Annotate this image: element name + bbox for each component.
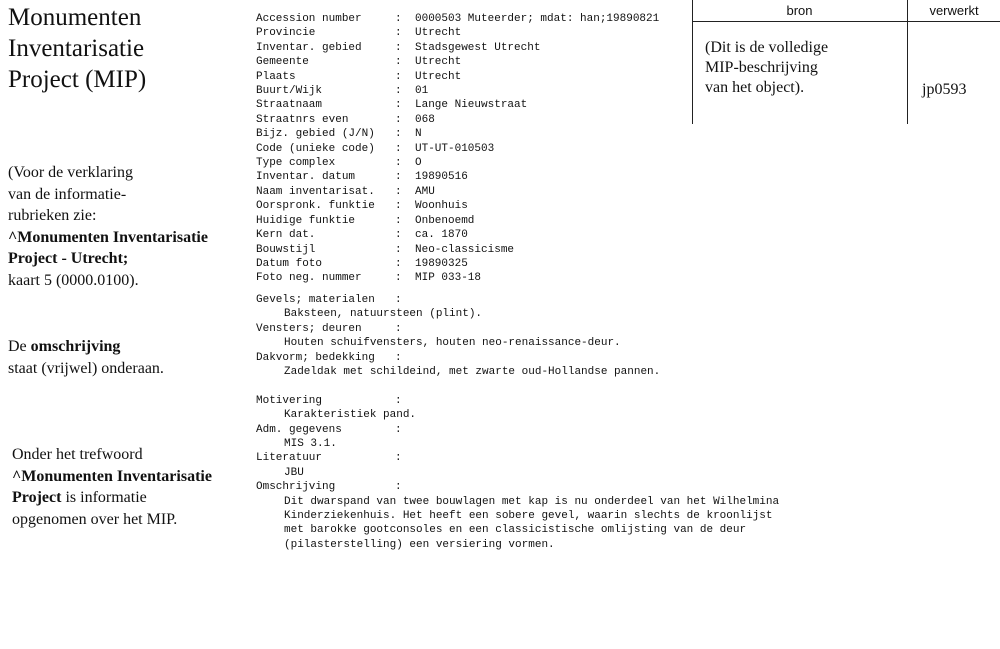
- field-separator: :: [395, 41, 402, 54]
- field-separator: :: [395, 229, 402, 242]
- keyword-line: Onder het trefwoord: [12, 446, 143, 463]
- section-label: Vensters; deuren: [256, 322, 362, 335]
- field-value: 0000503 Muteerder; mdat: han;19890821: [415, 13, 660, 25]
- field-separator: :: [395, 27, 402, 40]
- explanation-reference: [8, 227, 248, 249]
- section-heading: [256, 322, 856, 336]
- explanation-line: van de informatie-: [8, 185, 127, 203]
- source-box-border-left: [692, 0, 693, 124]
- field-value: Utrecht: [415, 70, 462, 83]
- processed-header: verwerkt: [929, 3, 979, 18]
- field-label: Bijz. gebied (J/N): [256, 128, 375, 141]
- field-label: Naam inventarisat.: [256, 185, 375, 198]
- field-separator: :: [395, 171, 402, 184]
- section-text-line: MIS 3.1.: [284, 438, 337, 451]
- section-label: Gevels; materialen: [256, 294, 375, 306]
- description-prefix: De: [8, 338, 31, 355]
- field-label: Plaats: [256, 70, 296, 83]
- field-label: Bouwstijl: [256, 243, 316, 256]
- source-description-line: van het object).: [705, 79, 805, 96]
- field-label: Buurt/Wijk: [256, 85, 323, 98]
- explanation-note: [8, 162, 248, 291]
- record-field-row: [256, 228, 696, 242]
- explanation-reference: [8, 248, 248, 270]
- field-label: Code (unieke code): [256, 142, 375, 155]
- description-note: [8, 336, 248, 379]
- record-field-row: [256, 41, 696, 55]
- keyword-rest: is informatie: [61, 489, 147, 506]
- field-separator: :: [395, 142, 402, 155]
- keyword-title: ^Monumenten Inventarisatie: [12, 467, 212, 485]
- field-label: Inventar. datum: [256, 171, 356, 184]
- section-separator: :: [395, 452, 402, 465]
- field-label: Foto neg. nummer: [256, 272, 362, 285]
- title-line-2: Inventarisatie: [8, 35, 145, 62]
- field-value: 01: [415, 85, 429, 98]
- field-separator: :: [395, 243, 402, 256]
- field-label: Oorspronk. funktie: [256, 200, 375, 213]
- field-value: AMU: [415, 185, 435, 198]
- field-separator: :: [395, 13, 402, 25]
- field-label: Straatnrs even: [256, 113, 349, 126]
- section-text-line: Zadeldak met schildeind, met zwarte oud-Hollandse pannen.: [284, 366, 661, 379]
- explanation-line: kaart 5 (0000.0100).: [8, 271, 139, 289]
- field-value: 19890516: [415, 171, 468, 184]
- section-heading: [256, 394, 856, 408]
- field-value: Neo-classicisme: [415, 243, 515, 256]
- field-value: Woonhuis: [415, 200, 468, 213]
- record-field-row: [256, 12, 696, 26]
- field-separator: :: [395, 85, 402, 98]
- description-line: staat (vrijwel) onderaan.: [8, 359, 164, 377]
- field-label: Inventar. gebied: [256, 41, 362, 54]
- field-label: Type complex: [256, 157, 336, 170]
- section-gap: [256, 379, 856, 393]
- section-heading: [256, 480, 856, 494]
- source-header: bron: [786, 3, 813, 18]
- section-label: Omschrijving: [256, 481, 336, 494]
- description-line: [8, 336, 248, 358]
- processed-code: jp0593: [922, 81, 967, 98]
- page-title: [8, 2, 248, 95]
- section-separator: :: [395, 394, 402, 407]
- section-separator: :: [395, 351, 402, 364]
- record-field-row: [256, 199, 696, 213]
- field-value: MIP 033-18: [415, 272, 482, 285]
- record-field-row: [256, 156, 696, 170]
- field-value: Lange Nieuwstraat: [415, 99, 528, 112]
- field-label: Straatnaam: [256, 99, 323, 112]
- record-field-row: [256, 127, 696, 141]
- section-separator: :: [395, 322, 402, 335]
- section-separator: :: [395, 481, 402, 494]
- section-separator: :: [395, 294, 402, 306]
- record-field-row: [256, 170, 696, 184]
- record-fields: [256, 12, 696, 286]
- record-field-row: [256, 55, 696, 69]
- section-heading: [256, 451, 856, 465]
- field-value: Onbenoemd: [415, 214, 475, 227]
- field-value: 068: [415, 113, 435, 126]
- source-box-divider: [907, 0, 908, 124]
- record-field-row: [256, 84, 696, 98]
- section-text-line: Houten schuifvensters, houten neo-renaissance-deur.: [284, 337, 621, 350]
- description-keyword: omschrijving: [30, 338, 121, 355]
- record-field-row: [256, 257, 696, 271]
- field-separator: :: [395, 257, 402, 270]
- record-field-row: [256, 243, 696, 257]
- record-field-row: [256, 142, 696, 156]
- title-line-1: Monumenten: [8, 4, 142, 31]
- title-line-3: Project (MIP): [8, 66, 147, 93]
- record-field-row: [256, 26, 696, 40]
- field-separator: :: [395, 56, 402, 69]
- source-box: [692, 0, 1000, 124]
- field-separator: :: [395, 113, 402, 126]
- source-description: [705, 38, 900, 98]
- field-value: 19890325: [415, 257, 468, 270]
- section-text-line: JBU: [284, 466, 304, 479]
- record-field-row: [256, 98, 696, 112]
- section-text-line: (pilasterstelling) een versiering vormen.: [284, 538, 555, 551]
- section-text-line: Karakteristiek pand.: [284, 409, 417, 422]
- field-label: Huidige funktie: [256, 214, 356, 227]
- keyword-line: opgenomen over het MIP.: [12, 510, 178, 528]
- source-description-line: MIP-beschrijving: [705, 59, 818, 76]
- field-label: Provincie: [256, 27, 316, 40]
- field-value: O: [415, 157, 422, 170]
- field-separator: :: [395, 99, 402, 112]
- section-label: Adm. gegevens: [256, 423, 342, 436]
- field-separator: :: [395, 200, 402, 213]
- source-description-line: (Dit is de volledige: [705, 39, 829, 56]
- field-value: ca. 1870: [415, 229, 468, 242]
- field-value: UT-UT-010503: [415, 142, 495, 155]
- record-field-row: [256, 214, 696, 228]
- explanation-line: rubrieken zie:: [8, 207, 97, 224]
- field-separator: :: [395, 185, 402, 198]
- keyword-note: [12, 444, 252, 530]
- field-value: Utrecht: [415, 27, 462, 40]
- field-label: Kern dat.: [256, 229, 316, 242]
- field-label: Datum foto: [256, 257, 323, 270]
- record-field-row: [256, 185, 696, 199]
- explanation-line: (Voor de verklaring: [8, 164, 133, 181]
- field-separator: :: [395, 272, 402, 285]
- section-text-line: Baksteen, natuursteen (plint).: [284, 308, 483, 321]
- record-field-row: [256, 271, 696, 285]
- reference-title: Project - Utrecht;: [8, 250, 129, 267]
- record-field-row: [256, 113, 696, 127]
- keyword-title: Project: [12, 489, 62, 506]
- field-value: Utrecht: [415, 56, 462, 69]
- keyword-line: [12, 487, 252, 509]
- field-value: Stadsgewest Utrecht: [415, 41, 541, 54]
- field-separator: :: [395, 157, 402, 170]
- section-text-line: met barokke gootconsoles en een classicistische omlijsting van de deur: [284, 524, 747, 537]
- record-field-row: [256, 70, 696, 84]
- section-label: Literatuur: [256, 452, 323, 465]
- field-value: N: [415, 128, 422, 141]
- section-text-line: Kinderziekenhuis. Het heeft een sobere gevel, waarin slechts de kroonlijst: [284, 510, 773, 523]
- field-separator: :: [395, 214, 402, 227]
- section-separator: :: [395, 423, 402, 436]
- section-heading: [256, 423, 856, 437]
- reference-title: ^Monumenten Inventarisatie: [8, 228, 208, 246]
- section-label: Motivering: [256, 394, 323, 407]
- source-box-header-rule: [692, 21, 1000, 22]
- field-separator: :: [395, 70, 402, 83]
- record-sections: [256, 293, 856, 552]
- section-label: Dakvorm; bedekking: [256, 351, 375, 364]
- section-heading: [256, 293, 856, 307]
- field-separator: :: [395, 128, 402, 141]
- keyword-reference: [12, 466, 252, 488]
- section-text-line: Dit dwarspand van twee bouwlagen met kap is nu onderdeel van het Wilhelmina: [284, 495, 780, 508]
- section-heading: [256, 351, 856, 365]
- field-label: Accession number: [256, 13, 362, 25]
- field-label: Gemeente: [256, 56, 309, 69]
